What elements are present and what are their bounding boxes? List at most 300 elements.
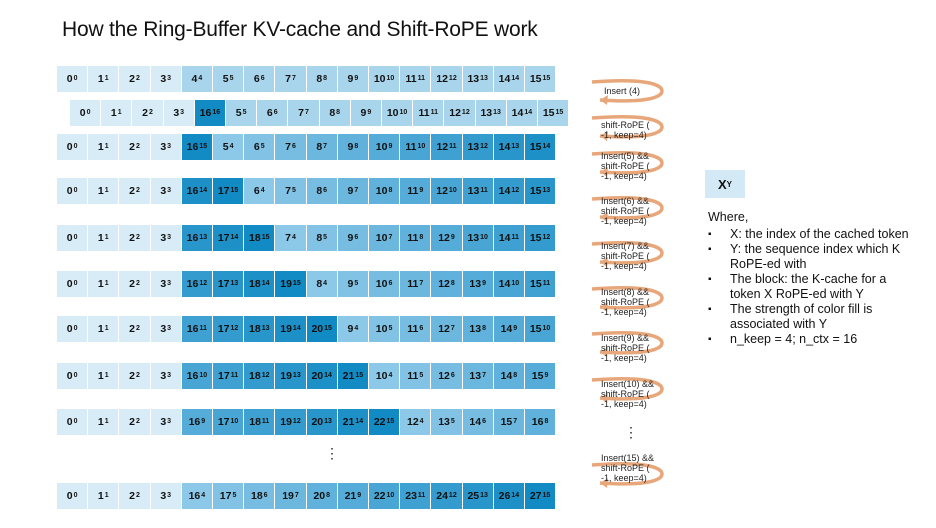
rope-index: 5 (260, 142, 265, 150)
token-index: 6 (253, 141, 260, 153)
token-index: 16 (188, 416, 201, 428)
rope-index: 6 (263, 491, 268, 499)
token-index: 12 (438, 370, 450, 382)
rope-index: 4 (419, 417, 424, 425)
rope-index: 3 (167, 371, 172, 379)
token-index: 7 (285, 141, 291, 153)
token-index: 15 (500, 416, 513, 428)
token-index: 8 (316, 141, 323, 153)
token-index: 20 (311, 370, 324, 382)
rope-index: 11 (199, 324, 207, 332)
token-index: 7 (285, 73, 291, 85)
rope-index: 2 (135, 491, 140, 499)
rope-index: 6 (291, 142, 296, 150)
rope-index: 2 (135, 324, 140, 332)
token-index: 18 (249, 278, 261, 290)
kv-cell (494, 316, 525, 342)
token-index: 3 (173, 107, 180, 119)
token-index: 17 (217, 416, 230, 428)
token-index: 12 (438, 323, 450, 335)
rope-index: 3 (167, 279, 172, 287)
token-index: 16 (186, 323, 199, 335)
token-index: 15 (529, 141, 542, 153)
kv-cell (182, 225, 213, 251)
rope-index: 8 (354, 142, 359, 150)
rope-index: 7 (323, 142, 328, 150)
kv-cell (307, 271, 338, 297)
kv-cell (151, 483, 182, 509)
token-index: 26 (498, 490, 511, 502)
rope-index: 10 (480, 233, 488, 241)
token-index: 9 (347, 278, 354, 290)
token-index: 3 (160, 73, 167, 85)
rope-index: 5 (388, 324, 393, 332)
kv-cell (244, 178, 275, 204)
token-index: 24 (436, 490, 448, 502)
token-index: 10 (375, 185, 388, 197)
kv-cell (182, 66, 213, 92)
rope-index: 7 (294, 491, 299, 499)
token-index: 0 (79, 107, 86, 119)
rope-index: 2 (135, 74, 140, 82)
kv-cell (338, 134, 369, 160)
token-index: 11 (407, 232, 419, 244)
rope-index: 12 (542, 233, 551, 241)
rope-index: 3 (180, 108, 185, 116)
cache-row (57, 483, 556, 509)
token-index: 10 (375, 370, 388, 382)
kv-cell (182, 363, 213, 389)
kv-cell (494, 225, 525, 251)
kv-cell (369, 409, 400, 435)
legend-heading: Where, (708, 210, 749, 224)
kv-cell (182, 316, 213, 342)
token-index: 22 (373, 490, 386, 502)
rope-index: 7 (419, 279, 424, 287)
rope-index: 10 (199, 371, 208, 379)
token-index: 10 (375, 141, 388, 153)
rope-index: 14 (292, 324, 301, 332)
kv-cell (151, 316, 182, 342)
kv-cell (275, 316, 306, 342)
rope-index: 1 (104, 233, 109, 241)
rope-index: 0 (73, 74, 78, 82)
rope-index: 10 (542, 324, 551, 332)
rope-index: 2 (135, 371, 140, 379)
rope-index: 10 (399, 108, 408, 116)
kv-cell (463, 409, 494, 435)
rope-index: 6 (482, 417, 486, 425)
token-index: 18 (249, 323, 261, 335)
rope-index: 10 (417, 142, 426, 150)
rope-index: 7 (450, 324, 455, 332)
token-index: 9 (360, 107, 367, 119)
kv-cell (182, 178, 213, 204)
rope-index: 9 (544, 371, 549, 379)
kv-cell (244, 271, 275, 297)
kv-cell (431, 271, 462, 297)
rope-index: 14 (511, 74, 520, 82)
rope-index: 11 (417, 491, 426, 499)
kv-cell (213, 66, 244, 92)
kv-cell (88, 363, 119, 389)
rope-index: 6 (419, 324, 424, 332)
kv-cell (494, 409, 525, 435)
kv-cell (213, 409, 244, 435)
kv-cell (507, 100, 538, 126)
kv-cell (119, 271, 150, 297)
rope-index: 1 (117, 108, 122, 116)
kv-cell (494, 66, 525, 92)
rope-index: 0 (73, 142, 78, 150)
kv-cell (275, 178, 306, 204)
kv-cell (494, 271, 525, 297)
rope-index: 9 (419, 186, 424, 194)
rope-index: 5 (419, 371, 424, 379)
operation-label: shift-RoPE ( -1, keep=4) (601, 120, 650, 140)
token-index: 12 (438, 278, 450, 290)
token-index: 1 (97, 73, 104, 85)
token-index: 15 (529, 232, 542, 244)
rope-index: 12 (199, 279, 208, 287)
token-index: 16 (186, 278, 199, 290)
rope-index: 0 (73, 233, 78, 241)
token-index: 25 (467, 490, 480, 502)
token-index: 17 (219, 490, 232, 502)
rope-index: 7 (304, 108, 309, 116)
kv-cell (400, 483, 431, 509)
token-index: 9 (347, 73, 354, 85)
token-index: 7 (285, 232, 291, 244)
token-index: 0 (66, 141, 73, 153)
kv-cell (119, 316, 150, 342)
rope-index: 13 (493, 108, 501, 116)
rope-index: 9 (354, 74, 359, 82)
token-index: 5 (222, 141, 229, 153)
kv-cell (57, 66, 88, 92)
rope-index: 12 (480, 142, 488, 150)
kv-cell (413, 100, 444, 126)
kv-cell (525, 66, 556, 92)
rope-index: 15 (386, 417, 395, 425)
rope-index: 6 (388, 279, 393, 287)
kv-cell (182, 134, 213, 160)
kv-cell (463, 66, 494, 92)
kv-cell (88, 271, 119, 297)
token-index: 23 (405, 490, 417, 502)
rope-index: 9 (357, 491, 362, 499)
token-index: 12 (449, 107, 461, 119)
kv-cell (213, 363, 244, 389)
kv-cell (70, 100, 101, 126)
kv-cell (431, 363, 462, 389)
token-index: 2 (129, 370, 135, 382)
kv-cell (213, 316, 244, 342)
rope-index: 6 (260, 74, 265, 82)
token-index: 11 (407, 323, 419, 335)
rope-index: 10 (386, 491, 395, 499)
cache-row (57, 134, 556, 160)
kv-cell (307, 178, 338, 204)
kv-cell (369, 316, 400, 342)
token-index: 21 (342, 370, 355, 382)
cache-row (57, 316, 556, 342)
token-index: 5 (222, 73, 229, 85)
kv-cell (525, 178, 556, 204)
operation-label: Insert(5) && shift-RoPE ( -1, keep=4) (601, 151, 650, 181)
token-index: 14 (498, 278, 511, 290)
rope-index: 1 (104, 142, 109, 150)
kv-cell (57, 134, 88, 160)
legend (708, 210, 918, 347)
token-index: 17 (217, 323, 230, 335)
kv-cell (525, 316, 556, 342)
kv-cell (400, 409, 431, 435)
token-index: 14 (511, 107, 524, 119)
kv-cell (338, 483, 369, 509)
rope-index: 8 (450, 279, 455, 287)
token-index: 21 (344, 490, 357, 502)
kv-cell (431, 316, 462, 342)
kv-cell (151, 178, 182, 204)
token-index: 18 (249, 370, 261, 382)
token-index: 16 (186, 370, 199, 382)
kv-cell (88, 134, 119, 160)
kv-cell (307, 66, 338, 92)
rope-index: 4 (198, 74, 203, 82)
rope-index: 10 (448, 186, 457, 194)
rope-index: 9 (450, 233, 455, 241)
rope-index: 13 (480, 491, 488, 499)
rope-index: 8 (419, 233, 424, 241)
rope-index: 15 (261, 233, 270, 241)
token-index: 13 (467, 141, 480, 153)
token-index: 14 (500, 370, 513, 382)
label-ellipsis: ⋮ (624, 424, 638, 440)
operation-label: Insert(8) && shift-RoPE ( -1, keep=4) (601, 287, 650, 317)
token-index: 17 (217, 278, 230, 290)
rope-index: 1 (104, 371, 109, 379)
kv-cell (369, 225, 400, 251)
token-index: 9 (347, 232, 354, 244)
rope-index: 7 (354, 186, 359, 194)
rope-index: 5 (232, 491, 237, 499)
token-index: 0 (66, 490, 73, 502)
kv-cell (57, 178, 88, 204)
token-index: 8 (316, 278, 323, 290)
rope-index: 2 (135, 142, 140, 150)
token-index: 3 (160, 490, 167, 502)
kv-cell (151, 271, 182, 297)
rope-index: 14 (355, 417, 364, 425)
token-index: 1 (97, 185, 104, 197)
kv-cell (463, 134, 494, 160)
rope-index: 13 (199, 233, 208, 241)
kv-cell (244, 316, 275, 342)
cache-row (57, 66, 556, 92)
operation-label: Insert (4) (604, 86, 641, 96)
rope-index: 14 (261, 279, 270, 287)
kv-cell (369, 483, 400, 509)
rope-index: 8 (513, 371, 518, 379)
token-index: 13 (469, 278, 482, 290)
rope-index: 14 (524, 108, 533, 116)
rope-index: 3 (167, 324, 172, 332)
kv-cell (369, 134, 400, 160)
legend-list (708, 227, 918, 347)
token-index: 2 (129, 185, 135, 197)
token-index: 12 (436, 141, 449, 153)
rope-index: 15 (199, 142, 208, 150)
kv-cell (400, 271, 431, 297)
rope-index: 9 (367, 108, 372, 116)
token-index: 2 (129, 73, 135, 85)
token-index: 1 (97, 490, 104, 502)
rope-index: 7 (291, 74, 296, 82)
rope-index: 4 (291, 233, 296, 241)
token-index: 15 (531, 370, 544, 382)
token-index: 18 (249, 232, 261, 244)
token-index: 2 (129, 232, 135, 244)
kv-cell (57, 225, 88, 251)
xy-base: X (717, 176, 727, 192)
rope-index: 7 (513, 417, 518, 425)
rope-index: 12 (448, 74, 457, 82)
token-index: 16 (186, 232, 199, 244)
rope-index: 4 (260, 186, 265, 194)
token-index: 1 (97, 141, 104, 153)
token-index: 7 (298, 107, 304, 119)
token-index: 15 (530, 278, 542, 290)
rope-index: 13 (292, 371, 301, 379)
rope-index: 10 (386, 74, 395, 82)
rope-index: 4 (229, 142, 234, 150)
rope-index: 12 (261, 371, 270, 379)
legend-item: ▪ Y: the sequence index which K RoPE-ed with (708, 242, 918, 272)
rope-index: 12 (230, 324, 239, 332)
token-index: 18 (249, 416, 261, 428)
kv-cell (275, 483, 306, 509)
token-index: 14 (498, 141, 511, 153)
rope-index: 2 (148, 108, 153, 116)
rope-index: 5 (242, 108, 247, 116)
rope-index: 4 (201, 491, 206, 499)
rope-index: 14 (511, 491, 520, 499)
rope-index: 0 (73, 324, 78, 332)
token-index: 9 (347, 185, 354, 197)
token-index: 6 (253, 185, 260, 197)
rope-index: 11 (542, 279, 551, 287)
kv-cell (119, 178, 150, 204)
rope-index: 3 (167, 186, 172, 194)
rope-index: 1 (104, 324, 109, 332)
token-index: 12 (406, 416, 419, 428)
token-index: 1 (97, 278, 104, 290)
token-index: 15 (529, 73, 542, 85)
rope-index: 9 (388, 142, 393, 150)
rope-index: 13 (480, 74, 488, 82)
kv-cell (369, 363, 400, 389)
kv-cell (525, 409, 556, 435)
rope-index: 15 (542, 491, 551, 499)
rope-index: 1 (104, 186, 109, 194)
rope-index: 13 (261, 324, 270, 332)
kv-cell (288, 100, 319, 126)
row-ellipsis: ⋮ (325, 445, 339, 461)
kv-cell (101, 100, 132, 126)
token-index: 20 (311, 416, 324, 428)
token-index: 13 (467, 232, 480, 244)
rope-index: 10 (230, 417, 239, 425)
token-index: 19 (282, 490, 294, 502)
kv-cell (338, 363, 369, 389)
kv-cell (244, 225, 275, 251)
token-index: 14 (498, 73, 511, 85)
rope-index: 2 (135, 233, 140, 241)
rope-index: 2 (135, 279, 140, 287)
kv-cell (463, 483, 494, 509)
rope-index: 16 (212, 108, 221, 116)
rope-index: 6 (273, 108, 278, 116)
rope-index: 15 (555, 108, 564, 116)
rope-index: 2 (135, 417, 140, 425)
token-index: 10 (373, 73, 386, 85)
kv-cell (213, 178, 244, 204)
kv-cell (119, 225, 150, 251)
rope-index: 3 (167, 74, 172, 82)
rope-index: 8 (323, 74, 328, 82)
token-index: 0 (66, 232, 73, 244)
token-index: 2 (129, 278, 135, 290)
kv-cell (213, 271, 244, 297)
kv-cell (400, 316, 431, 342)
token-index: 20 (313, 490, 326, 502)
token-index: 9 (347, 323, 354, 335)
rope-index: 11 (511, 233, 519, 241)
token-index: 11 (407, 370, 419, 382)
kv-cell (132, 100, 163, 126)
rope-index: 1 (104, 417, 109, 425)
rope-index: 0 (86, 108, 91, 116)
token-index: 10 (375, 323, 388, 335)
kv-cell (244, 483, 275, 509)
token-index: 18 (250, 490, 263, 502)
rope-index: 12 (511, 186, 520, 194)
token-index: 0 (66, 73, 73, 85)
kv-cell (338, 271, 369, 297)
kv-cell (307, 134, 338, 160)
legend-item: ▪ X: the index of the cached token (708, 227, 918, 242)
rope-index: 12 (461, 108, 470, 116)
token-index: 20 (311, 323, 324, 335)
rope-index: 7 (482, 371, 486, 379)
rope-index: 6 (450, 371, 455, 379)
rope-index: 9 (482, 279, 486, 287)
kv-cell (431, 66, 462, 92)
kv-cell (444, 100, 475, 126)
token-index: 15 (529, 185, 542, 197)
token-index: 17 (218, 370, 230, 382)
kv-cell (338, 178, 369, 204)
rope-index: 3 (167, 491, 172, 499)
kv-cell (244, 66, 275, 92)
operation-label: Insert(15) && shift-RoPE ( -1, keep=4) (601, 453, 655, 483)
kv-cell (88, 483, 119, 509)
kv-cell (57, 409, 88, 435)
token-index: 13 (480, 107, 493, 119)
rope-index: 8 (482, 324, 486, 332)
token-index: 3 (160, 323, 167, 335)
